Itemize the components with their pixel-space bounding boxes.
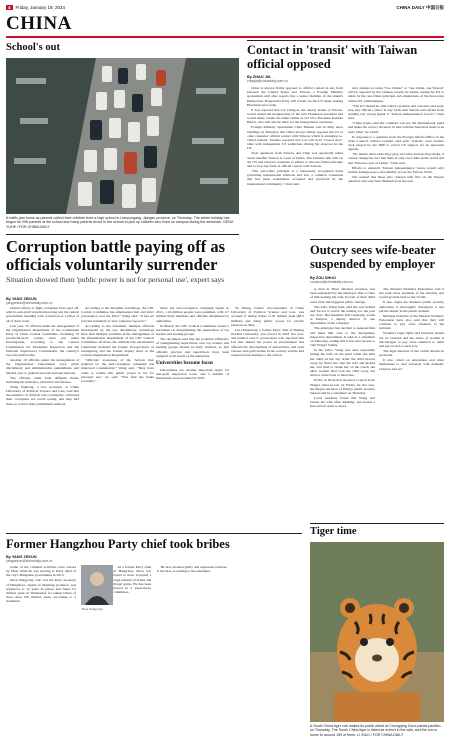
corruption-byline-email: yangzekun@chinadaily.com.cn [6,301,53,305]
taiwan-p1: China is always firmly opposed to official contact in any form between the United States and Taiwan, a Foreign Ministry spokesman said after reports that a senior member of the island's Democratic Progressive Party will transit via the US when visiting Honduras next week. [247,86,343,107]
school-caption-text: A traffic jam forms as parents collect their children from a high school in Lianyungang, Jiangsu province, on Thursday. The winter holiday has begun for 296 parents at the school and many parents drove to the school to pick up children who lined on campus during the semester. [6,216,230,225]
outcry-p12: It also called on enterprises and other institutions to deal seriously with domestic violence and act. [379,358,444,371]
corruption-p14: Liu Chuandong, a former Party chief of Beijing Normal University, was placed in 2023 last year, and handed over to prosecutors who reported that Liu had abused his power in procurement and affected the development of universities, and even various anti-graft bodies in the country said he had caused severe damage to the school. [231,327,304,358]
corruption-byline [6,297,82,305]
corruption-p6: According to the discipline watchdogs, the CPC Central Committee has emphasized full and strict governance over the Party" Wang said. "It has set forward standards as 'zero tolerance' upon us." [81,306,154,323]
tiger-caption-credit: LI XIAO / FOR CHINA DAILY [357,732,404,737]
school-kicker: School's out [6,42,60,53]
hangzhou-p3: As a former Party chief of Hangzhou, Zhou was found to have accepted a large amount of bribes and illegal gains. He has been placed in a supervisory committee. [113,565,152,595]
date-line: Friday, January 19, 2024 [15,5,65,10]
taiwan-p6: Any attempt to create "two Chinas" or "one China, one Taiwan" will be opposed by the Chinese people, he added, urging the US to abide by the one-China principle and stipulations of the three joint China-US communiques. [348,86,444,103]
hangzhou-headline: Former Hangzhou Party chief took bribes [6,537,230,551]
taiwan-byline [247,75,444,83]
corruption-p11: The document said that the potential efficiency of strengthening supervision over top leaders and leading groups should be fully realized, so that officials practice and supervisors have been assigned at all levels of the enterprise. [156,337,229,358]
masthead-bar [6,5,444,13]
corruption-p1: China's efforts to fight corruption have paid off, with its anti-graft system improving and the central government standing with corruption as a pillar of all of their work. [6,306,79,323]
outcry-p8: It also urged the Shaanxi public security authorities to thoroughly investigate it and put the matter in the public domain. [379,300,444,313]
tiger-kicker: Tiger time [310,526,357,537]
hangzhou-byline [6,555,76,563]
taiwan-p5: "The one-China principle is a universally recognized norm governing international relations and also a common consensus that has been established, accepted and practiced by the international community," Chen said. [247,169,343,186]
corruption-top-rule [6,234,239,235]
traffic-jam-image [6,58,239,214]
taiwan-p2: It was reported that Lai Ching-te, the deputy leader of Taiwan, would attend the inauguration of the new Honduran president and would likely transit the same airline as US Vice President Kamala Harris, who will also be there for the inauguration ceremony. [247,107,343,125]
taiwan-p11: Efforts to entrench 'Taiwan independence' forces would only further damage peace and stability across the Taiwan Strait. [348,165,444,174]
outcry-p5: Police in Xi'an had received a report from Wang's sister-in-law on Friday for the case, the Baqiao division of Wang's public security bureau said in a statement on Thursday. [310,378,375,396]
paper-name: CHINA DAILY [396,5,425,10]
hangzhou-col-1 [6,565,76,741]
section-rule [6,36,444,38]
hangzhou-col-2 [81,565,151,741]
taiwan-p12: She warned that those who "played with fire" on the Taiwan question will only burn themselves in the end. [348,174,444,184]
taiwan-col-1 [247,86,343,242]
hangzhou-p1: Some of the criminal activities were started by Zhou while he was serving as Party chief of the city's Hangzhou government in 2013. [6,565,76,578]
traffic-jam-photo [6,58,239,214]
zhou-portrait [81,565,113,605]
school-caption-credit: GENG YUHE / FOR CHINA DAILY [6,220,234,229]
corruption-headline: Corruption battle paying off as officials voluntarily surrender [6,237,226,274]
masthead-right [396,5,444,11]
hangzhou-col-3 [157,565,227,741]
corruption-col-1 [6,306,79,531]
tiger-cub-image [310,542,444,722]
outcry-p2: The wife, Wang Juan, said she was bullied and forced to watch the beating for the past two days. Her husband, Wei Guoliang, works at Pengxu, a deputy director of one department of the company. [310,304,375,326]
paper-name-cn: 中国日报 [426,5,444,10]
hangzhou-p2: Zhou Jiangyong, who was the Party secretary of Hangzhou, capital of Zhejiang province, was sentenced to 12 years in prison and fined 3.5 million yuan on Wednesday for taking bribes of more than 190 million yuan, according to a statement. [6,578,76,604]
masthead-left [6,5,65,10]
taiwan-col-2 [348,86,444,242]
taiwan-p3: Foreign Ministry spokesman Chen Hansen said in daily news briefings on Thursday that China always firmly opposes the US or other countries' official contact with Taiwan, which is arranging so-called transits. Sanders reported that Lai will hold "closed door" talks with independent US politicians during his stopover in the US. [247,125,343,151]
outcry-top-rule [310,239,444,240]
outcry-p3: The employer has decided to suspend him and hand him over to the disciplinary inspection department. It said in a statement on Thursday, adding that it has sent people to visit Wang's family. [310,326,375,348]
taiwan-body [247,86,444,242]
corruption-p7: According to the statement, multiple officials investigated by the two disciplinary watchdogs have held multiple positions in the management of the Organization Department of the CPC Central Committee. Of those, the officials who surrendered voluntarily included the former vice-governor of Guangdong and the former deputy head of the Central Organization Department. [81,323,154,358]
outcry-p1: A man in Tibet, Shaanxi province, has been suspended by his employer after a video of him beating his wife in front of their child went viral and triggered public outrage. [310,287,375,304]
outcry-headline: Outcry sees wife-beater suspended by employer [310,243,436,271]
tiger-caption [310,724,444,737]
outcry-p10: Women's legal rights and interests should not be violated and the abuse of women is discouraged to pay close attention to them and put an end to such acts. [379,331,444,349]
corruption-col-3 [156,306,229,531]
zhou-portrait-image [81,565,113,605]
taiwan-byline-email: zhaojia@chinadaily.com.cn [247,79,288,83]
page-number: 4 [8,5,11,10]
corruption-p5: Wang Yuehong, a law professor at China University of Political Science and Law, said that the numbers of officials who voluntarily confessed their corruption are worth noting, and they had done so to have their punishment reduced. [6,384,79,406]
corruption-p4: The officials came from different fields, including the judiciary, education and finance. [6,375,79,384]
corruption-p10: In March, the CPC Central Committee issued a document on strengthening the supervision of top leaders and leading groups. [156,323,229,337]
corruption-deck: Situation showed them 'public power is not for personal use', expert says [6,275,225,284]
outcry-col-2 [379,287,444,519]
outcry-p6: Local residents found that Wang had beaten his wife after drinking, and issued a fine and an order to leave. [310,396,375,409]
section-title: CHINA [6,13,72,34]
outcry-p7: The Shaanxi Women's Federation said it has paid close attention to the incident and would provide help to the victim. [379,287,444,300]
taiwan-byline-name: By ZHAO JIA [247,75,271,79]
universities-subhead: Universities become focus [156,360,214,367]
outcry-byline-name: By ZOU SHUO [310,276,336,280]
corruption-p8: "Officials' awareness of the 'bottom line' required by the anti-corruption campaign has improved considerably," Wang said. "They have come to realize that public power is not for personal use," he said. "You find the brake economy." [81,358,154,384]
tiger-top-rule [310,523,444,524]
outcry-p9: Multiple branches of the Shaanxi Women's Federation have also said that they will continue to pay close attention to the incident. [379,313,444,331]
hangzhou-byline-email: yangzekun@chinadaily.com.cn [6,559,53,563]
outcry-p4: In the video, Wang was seen repeatedly hitting his wife on the head while she held her child on her lap. After the child moved away, he threw her onto the sofa and kicked her, and tried to choke her on the couch. An elder woman later took the child away, but did not come back to intervene. [310,348,375,378]
hangzhou-top-rule [6,533,302,534]
outcry-byline-email: zoushuo@chinadaily.com.cn [310,280,353,284]
outcry-byline [310,276,444,284]
hangzhou-col-4 [232,565,302,741]
outcry-body [310,287,444,519]
hangzhou-byline-name: By YANG ZEKUN [6,555,37,559]
zhou-photo-caption: Zhou Jiangyong [81,607,103,611]
column-gutter [306,306,308,531]
taiwan-p8: "China hopes relevant countries can see the international trend and make the correct decision, in line with the historical trend at an early time," he added. [348,121,444,134]
taiwan-headline: Contact in 'transit' with Taiwan official opposed [247,43,418,71]
corruption-p3: Another 19 officials under the management of the Organization Department were given disciplinary and administrative punishments and handed over to judicial and sub-national bureaus. [6,358,79,375]
hangzhou-body [6,565,302,741]
taiwan-p9: In response to a question from the Foreign Affairs Office of the State Council, China's Cabinet, said such "transits" were another trick played by the DPP to solicit US support for its separatist agenda. [348,134,444,152]
taiwan-p7: "The US should be with China's position and concerns seriously, stop any official contact in any form with Taiwan and refrain from sending any wrong signal to 'Taiwan independence' forces," Chen said. [348,103,444,121]
corruption-p12: Universities are another important target for anti-graft inspection work, and a number of institutions were included in 2023. [156,368,229,381]
outcry-p11: The legal interests of the victim should be protected. [379,349,444,358]
tiger-caption-text: A South China tiger cub makes its public debut at Chongqing Zoo's panda pavilion on Thursday. The South China tiger is listed as extinct in the wild, and the zoo is home to around 150 of them. [310,724,441,737]
tiger-photo [310,542,444,722]
corruption-byline-name: By YANG ZEKUN [6,297,37,301]
corruption-p9: Since the anti-corruption campaign began in 2012, 1.24 million people were punished, with 2.7 million Party members and officials disciplined by authorities. [156,306,229,323]
corruption-p13: Ye Sheng, former vice-president of China University of Political Science and Law, was accused of taking bribes of 61 million yuan ($8.5 million) and using public power for private purposes in May. [231,306,304,327]
hangzhou-p4: He also pleaded guilty and expressed remorse at his trial, according to the statement. [156,565,227,574]
corruption-p2: Last year, 55 officials under the management of the Organization Department of the Communist Party of China Central Committee, including 15 provincial-level cadres, were put under investigation, according to the Central Commission for Discipline Inspection and the National Supervisory Commission, the country's top anti-graft bodies. [6,323,79,358]
school-caption [6,216,239,229]
corruption-col-2 [81,306,154,531]
taiwan-p10: "No matter what tricks they play and what excuses they make, it cannot change the fact that there is only one China in the world and that Taiwan is part of China," Chen said. [348,152,444,165]
taiwan-top-rule [247,40,444,41]
taiwan-p4: Treat questions from Taiwan, and Chen was repeatedly asked about whether Taiwan is a part of China. The Chinese side calls on the US and relevant countries to adhere to the one-China principle and to stop any form of official contact with Taiwan. [247,151,343,169]
corruption-col-4 [231,306,304,531]
outcry-col-1 [310,287,375,519]
